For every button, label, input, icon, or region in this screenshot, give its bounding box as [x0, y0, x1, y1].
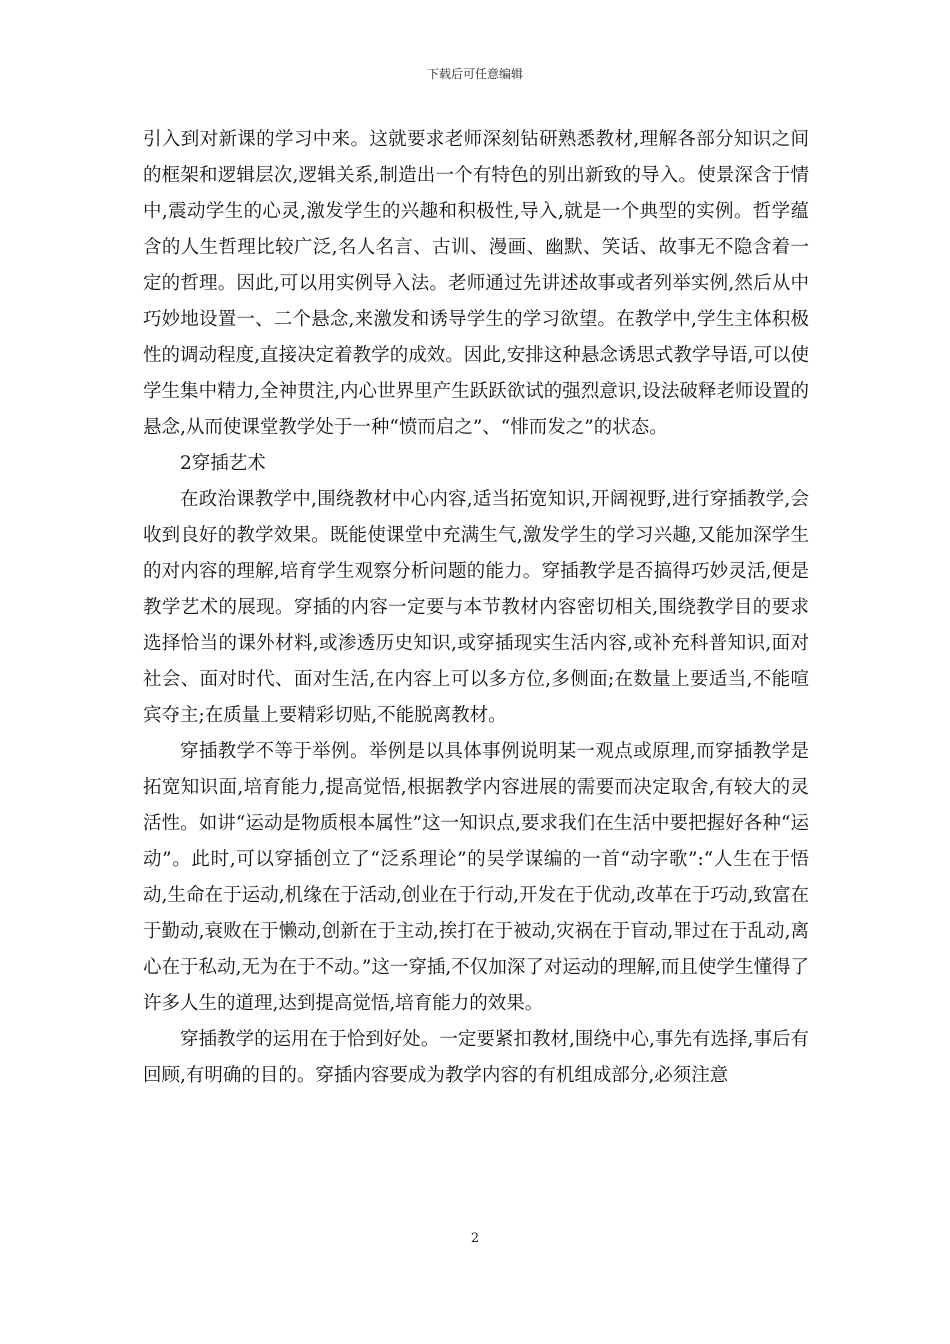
paragraph: 穿插教学不等于举例。举例是以具体事例说明某一观点或原理,而穿插教学是拓宽知识面,培育能力,提高觉悟,根据教学内容进展的需要而决定取舍,有较大的灵活性。如讲“运动是物质根本属性”这一知识点,要求我们在生活中要把握好各种“运动”。此时,可以穿插创立了“泛系理论”的吴学谋编的一首“动字歌”:“人生在于悟动,生命在于运动,机缘在于活动,创业在于行动,开发在于优动,改革在于巧动,致富在于勤动,衰败在于懒动,创新在于主动,挨打在于被动,灾祸在于盲动,罪过在于乱动,离心在于私动,无为在于不动。”这一穿插,不仅加深了对运动的理解,而且使学生懂得了许多人生的道理,达到提高觉悟,培育能力的效果。 — [143, 741, 809, 1014]
paragraph: 在政治课教学中,围绕教材中心内容,适当拓宽知识,开阔视野,进行穿插教学,会收到良好的教学效果。既能使课堂中充满生气,激发学生的学习兴趣,又能加深学生的对内容的理解,培育学生观察分析问题的能力。穿插教学是否搞得巧妙灵活,便是教学艺术的展现。穿插的内容一定要与本节教材内容密切相关,围绕教学目的要求选择恰当的课外材料,或渗透历史知识,或穿插现实生活内容,或补充科普知识,面对社会、面对时代、面对生活,在内容上可以多方位,多侧面;在数量上要适当,不能喧宾夺主;在质量上要精彩切贴,不能脱离教材。 — [143, 489, 809, 726]
section-heading: 2穿插艺术 — [180, 453, 266, 474]
page-header: 下载后可任意编辑 — [426, 67, 523, 81]
paragraph: 穿插教学的运用在于恰到好处。一定要紧扣教材,围绕中心,事先有选择,事后有回顾,有明确的目的。穿插内容要成为教学内容的有机组成部分,必须注意 — [143, 1029, 809, 1086]
document-body — [143, 122, 809, 1094]
page-number: 2 — [470, 1231, 480, 1246]
paragraph-continuation: 引入到对新课的学习中来。这就要求老师深刻钻研熟悉教材,理解各部分知识之间的框架和逻辑层次,逻辑关系,制造出一个有特色的别出新致的导入。使景深含于情中,震动学生的心灵,激发学生的兴趣和积极性,导入,就是一个典型的实例。哲学蕴含的人生哲理比较广泛,名人名言、古训、漫画、幽默、笑话、故事无不隐含着一定的哲理。因此,可以用实例导入法。老师通过先讲述故事或者列举实例,然后从中巧妙地设置一、二个悬念,来激发和诱导学生的学习欲望。在教学中,学生主体积极性的调动程度,直接决定着教学的成效。因此,安排这种悬念诱思式教学导语,可以使学生集中精力,全神贯注,内心世界里产生跃跃欲试的强烈意识,设法破释老师设置的悬念,从而使课堂教学处于一种“愤而启之”、“悱而发之”的状态。 — [143, 129, 809, 438]
